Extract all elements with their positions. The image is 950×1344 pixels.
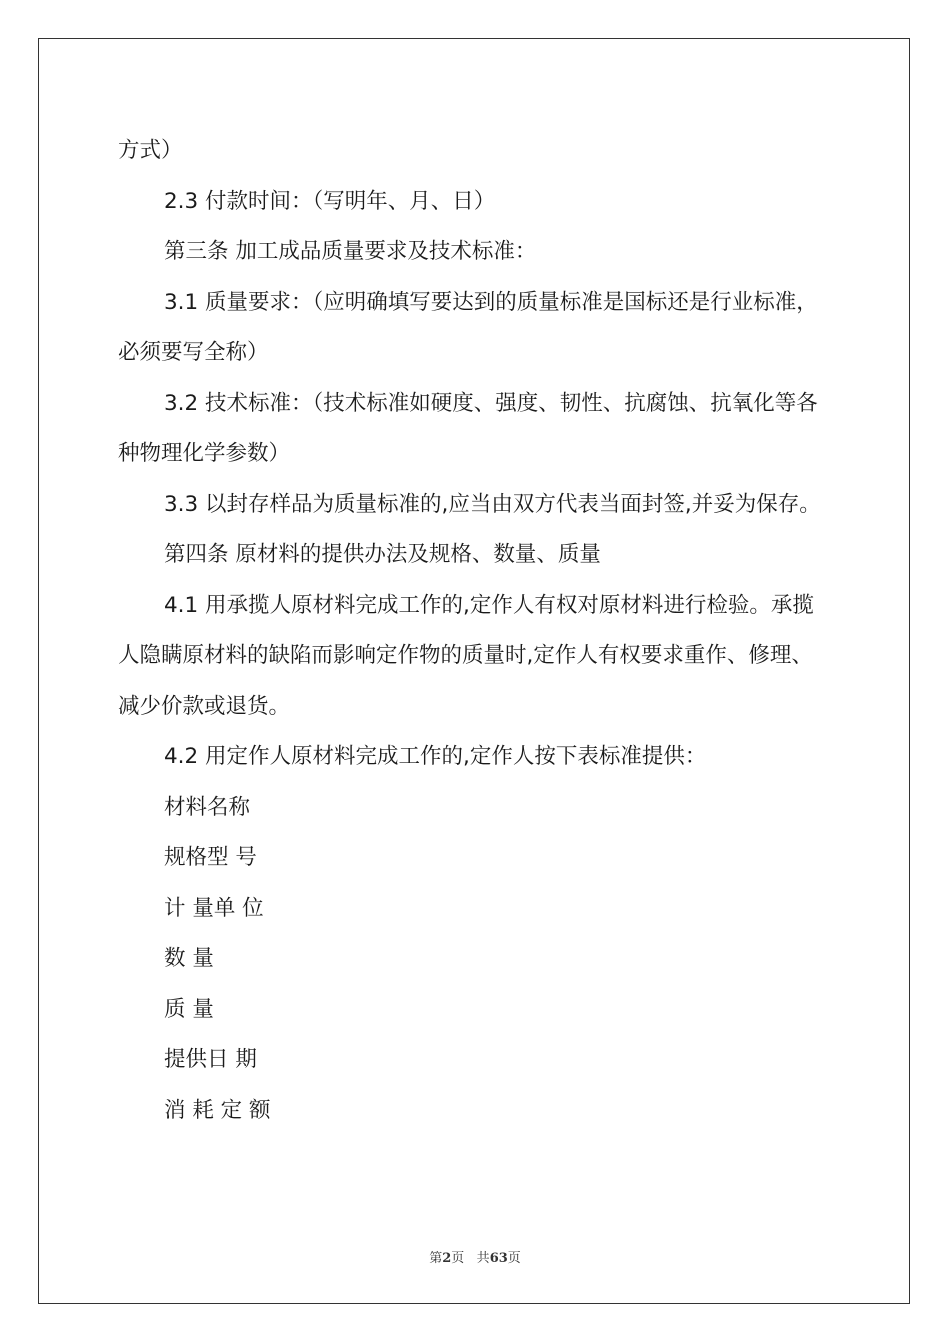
materials-table-items: [118, 783, 833, 1137]
paragraph-1: 方式）: [118, 138, 183, 163]
paragraph-9: 4.2 用定作人原材料完成工作的,定作人按下表标准提供：: [164, 744, 707, 769]
table-item-supply-date: 提供日 期: [164, 1047, 257, 1072]
table-item-material-name: 材料名称: [164, 794, 251, 820]
page-footer: [0, 1247, 950, 1266]
paragraph-7: 第四条 原材料的提供办法及规格、数量、质量: [164, 542, 601, 567]
document-body: [118, 126, 833, 1136]
paragraph-8: 4.1 用承揽人原材料完成工作的,定作人有权对原材料进行检验。承揽人隐瞒原材料的缺陷而影响定作物的质量时,定作人有权要求重作、修理、减少价款或退货。: [118, 592, 814, 719]
page-prefix: 第: [429, 1251, 443, 1266]
total-pages: 63: [489, 1251, 508, 1266]
page-number: 2: [442, 1251, 452, 1266]
paragraph-3: 第三条 加工成品质量要求及技术标准：: [164, 239, 537, 264]
table-item-spec-model: 规格型 号: [164, 845, 257, 870]
total-prefix: 共: [476, 1251, 490, 1266]
total-suffix: 页: [507, 1251, 521, 1266]
paragraph-2: 2.3 付款时间：（写明年、月、日）: [164, 188, 496, 214]
paragraph-6: 3.3 以封存样品为质量标准的,应当由双方代表当面封签,并妥为保存。: [164, 491, 821, 517]
paragraph-5: 3.2 技术标准：（技术标准如硬度、强度、韧性、抗腐蚀、抗氧化等各种物理化学参数）: [118, 390, 818, 466]
table-item-quantity: 数 量: [164, 946, 214, 971]
page-suffix: 页: [451, 1251, 465, 1266]
paragraph-4: 3.1 质量要求：（应明确填写要达到的质量标准是国标还是行业标准，必须要写全称）: [118, 289, 818, 365]
table-item-consumption-quota: 消 耗 定 额: [164, 1097, 271, 1123]
table-item-unit: 计 量单 位: [164, 895, 264, 921]
table-item-quality: 质 量: [164, 996, 214, 1022]
